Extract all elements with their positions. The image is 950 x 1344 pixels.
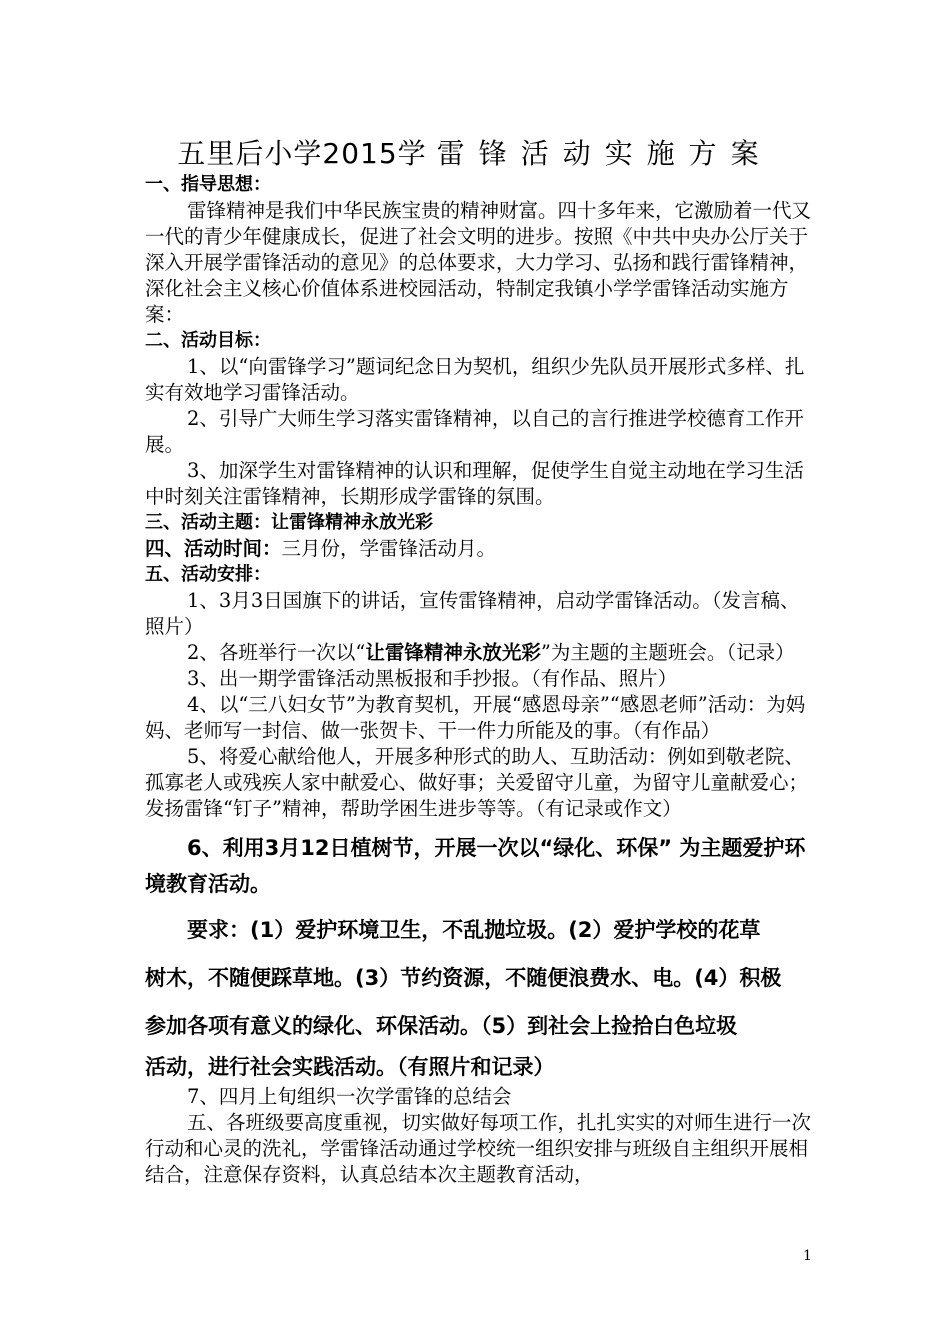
title-main: 雷锋活动实施方案 — [436, 137, 773, 170]
arrangement-item-4: 4、以“三八妇女节”为教育契机，开展“感恩母亲”“感恩老师”活动：为妈妈、老师写一封信、做一张贺卡、干一件力所能及的事。（有作品） — [145, 693, 806, 742]
requirements-line-2: 树木，不随便踩草地。(3）节约资源，不随便浪费水、电。(4）积极 — [145, 966, 782, 990]
section-4 — [145, 536, 813, 562]
document-body — [145, 172, 813, 1188]
arrangement-item-1: 1、3月3日国旗下的讲话，宣传雷锋精神，启动学雷锋活动。（发言稿、照片） — [145, 589, 800, 638]
section-4-heading: 四、活动时间： — [145, 537, 282, 560]
arrangement-item-5: 5、将爱心献给他人，开展多种形式的助人、互助活动：例如到敬老院、孤寡老人或残疾人家中献爱心、做好事；关爱留守儿童，为留守儿童献爱心；发扬雷锋“钉子”精神，帮助学困生进步等等。（有记录或作文） — [145, 745, 809, 820]
section-3 — [145, 510, 813, 536]
section-4-value: 三月份，学雷锋活动月。 — [281, 537, 497, 560]
section-2-heading: 二、活动目标： — [145, 330, 271, 351]
goal-item-1: 1、以“向雷锋学习”题词纪念日为契机，组织少先队员开展形式多样、扎实有效地学习雷锋活动。 — [145, 355, 805, 404]
item-2-suffix: ”为主题的主题班会。（记录） — [540, 641, 795, 664]
requirements-line-3: 参加各项有意义的绿化、环保活动。（5）到社会上捡拾白色垃圾 — [145, 1014, 738, 1038]
requirements-line-4: 活动，进行社会实践活动。（有照片和记录） — [145, 1055, 555, 1079]
arrangement-item-7: 7、四月上旬组织一次学雷锋的总结会 — [187, 1085, 512, 1108]
requirements-line-1: 要求：(1）爱护环境卫生，不乱抛垃圾。(2）爱护学校的花草 — [187, 918, 761, 942]
section-5-heading: 五、活动安排： — [145, 564, 271, 585]
arrangement-item-6: 6、利用3月12日植树节，开展一次以“绿化、环保” 为主题爱护环境教育活动。 — [145, 836, 806, 896]
arrangement-item-2 — [145, 640, 813, 666]
item-2-prefix: 2、各班举行一次以“ — [187, 641, 366, 664]
closing-paragraph: 五、各班级要高度重视，切实做好每项工作，扎扎实实的对师生进行一次行动和心灵的洗礼，学雷锋活动通过学校统一组织安排与班级自主组织开展相结合，注意保存资料，认真总结本次主题教育活动， — [145, 1111, 812, 1186]
page-number: 1 — [803, 1248, 812, 1264]
goal-item-3: 3、加深学生对雷锋精神的认识和理解，促使学生自觉主动地在学习生活中时刻关注雷锋精神，长期形成学雷锋的氛围。 — [145, 459, 804, 508]
goal-item-2: 2、引导广大师生学习落实雷锋精神，以自己的言行推进学校德育工作开展。 — [145, 407, 804, 456]
arrangement-item-3: 3、出一期学雷锋活动黑板报和手抄报。（有作品、照片） — [187, 667, 678, 690]
section-3-value: 让雷锋精神永放光彩 — [271, 512, 433, 533]
item-2-theme: 让雷锋精神永放光彩 — [365, 641, 541, 664]
document-title — [0, 132, 950, 172]
title-prefix: 五里后小学2015学 — [177, 137, 427, 170]
section-3-heading: 三、活动主题： — [145, 512, 271, 533]
section-1-heading: 一、指导思想： — [145, 174, 271, 195]
section-1-paragraph: 雷锋精神是我们中华民族宝贵的精神财富。四十多年来，它激励着一代又一代的青少年健康成长，促进了社会文明的进步。按照《中共中央办公厅关于深入开展学雷锋活动的意见》的总体要求，大力学习、弘扬和践行雷锋精神，深化社会主义核心价值体系进校园活动，特制定我镇小学学雷锋活动实施方案： — [145, 199, 812, 326]
